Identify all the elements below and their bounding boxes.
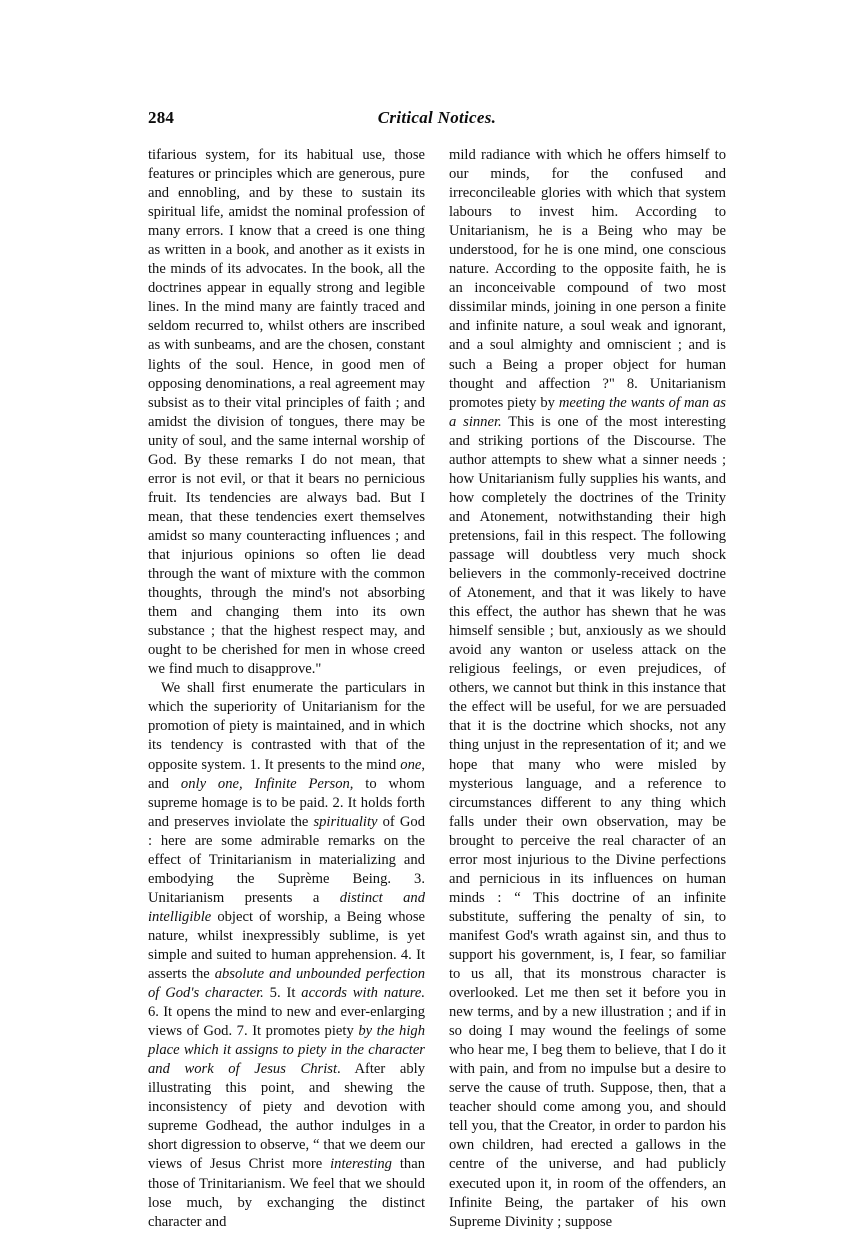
italic-run: meeting the wants of man as a sinner. (449, 394, 726, 430)
italic-run: one (400, 756, 422, 773)
text-run: than those of Trinitarianism. We feel that we should lose much, by exchanging the distinct character and (148, 1156, 425, 1230)
text-run: 6. It opens the mind to new and ever-enlarging views of God. 7. It promotes piety (148, 1004, 425, 1040)
text-run: We shall first enumerate the particulars in which the superiority of Unitarianism for the promotion of piety is maintained, and in which its tendency is contrasted with that of the opposite system. 1. It presents to the mind (148, 680, 425, 773)
page-number: 284 (148, 108, 175, 127)
text-run: 5. It (263, 985, 302, 1002)
text-run: . After ably illustrating this point, and shewing the inconsistency of piety and devotion with supreme Godhead, the author indulges in a short digression to observe, “ that we deem our views of Jesus Christ more (148, 1061, 425, 1173)
text-run: of God : here are some admirable remarks on the effect of Trinitarianism in materializing and embodying the Suprème Being. 3. Unitarianism presents a (148, 813, 425, 906)
italic-run: accords with nature. (301, 985, 426, 1002)
italic-run: interesting (330, 1156, 392, 1173)
italic-run: only one, Infinite Person, (180, 775, 354, 792)
text-run: tifarious system, for its habitual use, those features or principles which are generous, pure and ennobling, and by these to sustain its spiritual life, amidst the nominal profession of many errors. I know that a creed is one thing as written in a book, and another as it exists in the minds of its advocates. In the book, all the doctrines appear in equally strong and legible lines. In the mind many are faintly traced and seldom recurred to, whilst others are inscribed as with sunbeams, and are the chosen, constant lights of the soul. Hence, in good men of opposing denominations, a real agreement may subsist as to their vital principles of faith ; and amidst the division of tongues, there may be unity of soul, and the same internal worship of God. By these remarks I do not mean, that error is not evil, or that it bears no pernicious fruit. Its tendencies are always bad. But I mean, that these tendencies exert themselves amidst so many counteracting influences ; and that injurious opinions so often lie dead through the want of mixture with the common thoughts, through the mind's not absorbing them and changing them into its own substance ; that the highest respect may, and ought to be cherished for men in whose creed we find much to disapprove." (148, 147, 425, 678)
italic-run: absolute and unbounded perfection of God's character. (148, 966, 425, 1002)
running-head (148, 108, 726, 134)
text-run: object of worship, a Being whose nature, whilst inexpressibly sublime, is yet simple and suited to human apprehension. 4. It asserts the (148, 908, 425, 983)
text-column-left (148, 146, 426, 1230)
text-run: , and (148, 756, 425, 792)
paragraph (148, 679, 425, 1231)
text-run: This is one of the most interesting and striking portions of the Discourse. The author attempts to shew what a sinner needs ; how Unitarianism fully supplies his wants, and how completely the doctrines of the Trinity and Atonement, notwithstanding their high pretensions, fail in this respect. The following passage will doubtless very much shock believers in the commonly-received doctrine of Atonement, and that it was likely to have this effect, the author has shewn that he was himself sensible ; but, anxiously as we should avoid any wanton or useless attack on the religious feelings, or even prejudices, of others, we cannot but think in this instance that the effect will be useful, for we are persuaded that it is the doctrine which shocks, not any thing unjust in the representation of it; and we hope that many who were misled by mysterious language, and a reference to circumstances different to any thing which falls under their own observation, may be brought to perceive the real character of an error most injurious to the Divine perfections and pernicious in its influences on human minds : “ This doctrine of an infinite substitute, suffering the penalty of sin, to manifest God's wrath against sin, and thus to support his government, is, I fear, so familiar to us all, that its monstrous character is overlooked. Let me then set it before you in new terms, and by a new illustration ; and if in so doing I may wound the feelings of some who hear me, I beg them to believe, that I do it with pain, and from no impulse but a desire to serve the cause of truth. Suppose, then, that a teacher should come among you, and should tell you, that the Creator, in order to pardon his own children, had erected a gallows in the centre of the universe, and had publicly executed upon it, in room of the offenders, an Infinite Being, the partaker of his own Supreme Divinity ; suppose (449, 413, 726, 1230)
body-columns (148, 146, 726, 1230)
paragraph (449, 146, 726, 1232)
text-column-right (449, 146, 726, 1230)
text-run: mild radiance with which he offers himself to our minds, for the confused and irreconcileable glories with which that system labours to invest him. According to Unitarianism, he is a Being who may be understood, for he is one mind, one conscious nature. According to the opposite faith, he is an inconceivable compound of two most dissimilar minds, joining in one person a finite and infinite nature, a soul weak and ignorant, and a soul almighty and omniscient ; and is such a Being a proper object for human thought and affection ?" 8. Unitarianism promotes piety by (449, 147, 726, 411)
italic-run: distinct and intelligible (148, 889, 425, 925)
italic-run: spirituality (313, 813, 378, 830)
running-title: Critical Notices. (377, 108, 497, 127)
text-run: to whom supreme homage is to be paid. 2. It holds forth and preserves inviolate the (148, 775, 425, 830)
italic-run: by the high place which it assigns to piety in the character and work of Jesus Christ (148, 1023, 425, 1078)
paragraph (148, 146, 425, 679)
